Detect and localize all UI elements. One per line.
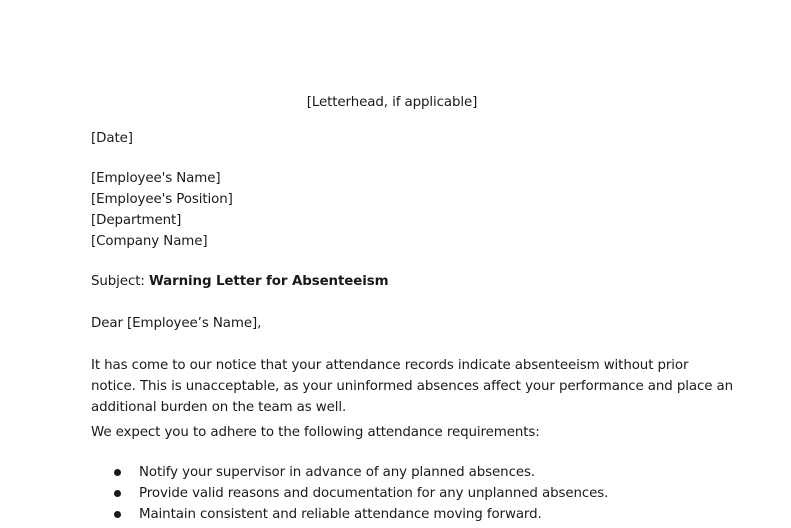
- salutation: Dear [Employee’s Name],: [91, 316, 262, 331]
- letterhead: [Letterhead, if applicable]: [306, 95, 478, 110]
- recipient-department: [Department]: [91, 213, 182, 228]
- bullet-icon: [114, 511, 121, 518]
- subject-line: [91, 271, 388, 292]
- bullet-icon: [114, 469, 121, 476]
- paragraph-line: notice. This is unacceptable, as your uninformed absences affect your performance and place an: [91, 379, 733, 394]
- subject-label: Subject:: [91, 274, 145, 289]
- paragraph-line: It has come to our notice that your attendance records indicate absenteeism without prior: [91, 358, 689, 373]
- letter-date: [Date]: [91, 131, 133, 146]
- list-item-text: Provide valid reasons and documentation for any unplanned absences.: [139, 486, 609, 501]
- list-item-text: Maintain consistent and reliable attendance moving forward.: [139, 507, 542, 522]
- recipient-company: [Company Name]: [91, 234, 208, 249]
- list-item-text: Notify your supervisor in advance of any planned absences.: [139, 465, 536, 480]
- recipient-name: [Employee's Name]: [91, 171, 221, 186]
- bullet-icon: [114, 490, 121, 497]
- requirements-intro: We expect you to adhere to the following attendance requirements:: [91, 425, 540, 440]
- subject-title: Warning Letter for Absenteeism: [148, 274, 389, 289]
- recipient-position: [Employee's Position]: [91, 192, 233, 207]
- paragraph-line: additional burden on the team as well.: [91, 400, 347, 415]
